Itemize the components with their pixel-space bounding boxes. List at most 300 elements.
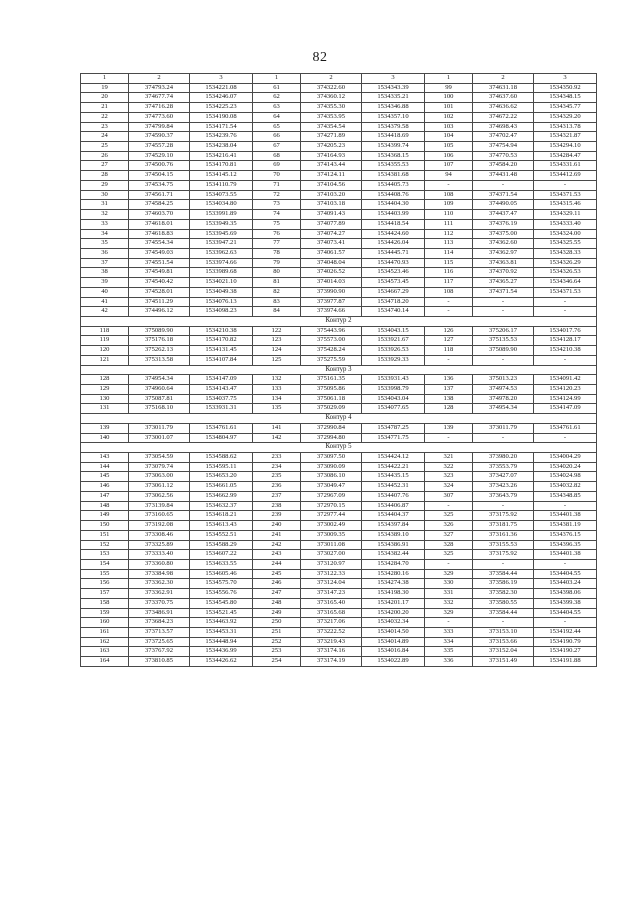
table-cell: 374534.75 [129, 180, 190, 190]
table-cell: 1534201.17 [362, 598, 425, 608]
table-cell: 374026.52 [301, 268, 362, 278]
table-cell: 373063.00 [129, 472, 190, 482]
table-cell: 374370.92 [473, 268, 534, 278]
table-cell: 373165.68 [301, 608, 362, 618]
table-cell: 246 [253, 579, 301, 589]
table-cell: 129 [81, 385, 129, 395]
table-cell: 1534190.27 [534, 647, 597, 657]
table-cell: 1534024.98 [534, 472, 597, 482]
table-cell: 374754.94 [473, 142, 534, 152]
table-cell: 1534368.15 [362, 151, 425, 161]
table-cell: 1534284.70 [362, 559, 425, 569]
table-row [81, 229, 597, 239]
table-row [81, 394, 597, 404]
header-cell: 2 [129, 74, 190, 84]
table-cell: 67 [253, 142, 301, 152]
table-cell: 1534328.33 [534, 248, 597, 258]
table-cell: 161 [81, 627, 129, 637]
table-cell: - [534, 501, 597, 511]
table-row [81, 190, 597, 200]
table-cell: 1534804.97 [190, 433, 253, 443]
table-cell: 111 [425, 219, 473, 229]
table-cell: 1534404.55 [534, 608, 597, 618]
table-cell: 110 [425, 210, 473, 220]
page-number: 82 [312, 50, 328, 65]
table-cell: 117 [425, 278, 473, 288]
table-cell: 1533931.43 [362, 375, 425, 385]
table-cell: 242 [253, 540, 301, 550]
table-cell: 62 [253, 93, 301, 103]
table-cell: 373584.44 [473, 569, 534, 579]
table-cell: 136 [425, 375, 473, 385]
table-row [81, 462, 597, 472]
table-cell: 1534032.82 [534, 482, 597, 492]
table-cell: 1534190.79 [534, 637, 597, 647]
table-cell: 1534110.79 [190, 180, 253, 190]
table-cell: 1534426.62 [190, 657, 253, 667]
table-cell: 374561.71 [129, 190, 190, 200]
section-row [81, 414, 597, 424]
table-cell: 1534329.11 [534, 210, 597, 220]
table-cell: 374375.00 [473, 229, 534, 239]
table-cell: 1534014.89 [362, 637, 425, 647]
table-cell: - [473, 297, 534, 307]
table-cell: 374271.89 [301, 132, 362, 142]
table-cell: 1534761.61 [534, 423, 597, 433]
table-cell: 373767.92 [129, 647, 190, 657]
table-row [81, 491, 597, 501]
table-cell: - [534, 180, 597, 190]
table-row [81, 278, 597, 288]
table-cell: 374618.83 [129, 229, 190, 239]
table-cell: 1534239.76 [190, 132, 253, 142]
table-cell: 38 [81, 268, 129, 278]
table-cell: 1534238.04 [190, 142, 253, 152]
table-cell: 375095.86 [301, 385, 362, 395]
table-cell: 375089.90 [129, 326, 190, 336]
header-cell: 3 [534, 74, 597, 84]
table-cell: 139 [425, 423, 473, 433]
table-cell: 140 [81, 433, 129, 443]
table-cell: 1534463.92 [190, 618, 253, 628]
table-cell: 375443.96 [301, 326, 362, 336]
table-cell: 373151.49 [473, 657, 534, 667]
table-cell: 249 [253, 608, 301, 618]
table-cell: 1534021.10 [190, 278, 253, 288]
table-cell: 1534216.41 [190, 151, 253, 161]
table-cell: - [534, 433, 597, 443]
table-cell: 373147.23 [301, 589, 362, 599]
table-cell: 234 [253, 462, 301, 472]
table-cell: 1534588.62 [190, 453, 253, 463]
table-row [81, 385, 597, 395]
table-cell: 77 [253, 239, 301, 249]
table-cell: 374104.56 [301, 180, 362, 190]
table-row [81, 627, 597, 637]
table-cell: 126 [425, 326, 473, 336]
table-cell: 42 [81, 307, 129, 317]
table-cell: - [425, 618, 473, 628]
table-cell: 375087.81 [129, 394, 190, 404]
table-cell: 374529.10 [129, 151, 190, 161]
table-cell: 373586.19 [473, 579, 534, 589]
table-cell: 1534124.99 [534, 394, 597, 404]
table-cell: 128 [425, 404, 473, 414]
table-cell: 307 [425, 491, 473, 501]
table-cell: 1534401.38 [534, 550, 597, 560]
table-cell: 1533962.63 [190, 248, 253, 258]
table-cell: 374362.97 [473, 248, 534, 258]
table-cell: 1534653.20 [190, 472, 253, 482]
table-cell: 330 [425, 579, 473, 589]
table-row [81, 375, 597, 385]
table-cell: 373810.85 [129, 657, 190, 667]
table-cell: 1534313.78 [534, 122, 597, 132]
table-cell: 145 [81, 472, 129, 482]
table-cell: 68 [253, 151, 301, 161]
table-cell: 373174.19 [301, 657, 362, 667]
table-cell: 373139.84 [129, 501, 190, 511]
table-cell: 1534034.80 [190, 200, 253, 210]
table-cell: 131 [81, 404, 129, 414]
table-cell: 108 [425, 190, 473, 200]
table-cell: - [425, 307, 473, 317]
table-row [81, 287, 597, 297]
table-row [81, 501, 597, 511]
table-cell: 1534294.10 [534, 142, 597, 152]
table-cell: 1534418.54 [362, 219, 425, 229]
table-cell: 37 [81, 258, 129, 268]
table-cell: 374677.74 [129, 93, 190, 103]
table-cell: 1534787.25 [362, 423, 425, 433]
table-row [81, 598, 597, 608]
table-cell: - [425, 355, 473, 365]
table-cell: 373097.50 [301, 453, 362, 463]
table-cell: 240 [253, 521, 301, 531]
table-cell: 328 [425, 540, 473, 550]
table-cell: 1534401.38 [534, 511, 597, 521]
table-row [81, 336, 597, 346]
table-cell: 374061.57 [301, 248, 362, 258]
table-cell: 374500.76 [129, 161, 190, 171]
table-cell: 374363.81 [473, 258, 534, 268]
table-cell: 373122.33 [301, 569, 362, 579]
table-cell: 1534382.44 [362, 550, 425, 560]
table-cell: 1534632.37 [190, 501, 253, 511]
table-cell: 128 [81, 375, 129, 385]
table-body [81, 74, 597, 667]
table-row [81, 637, 597, 647]
table-cell: 120 [81, 346, 129, 356]
table-cell: 1534607.22 [190, 550, 253, 560]
table-cell: - [473, 180, 534, 190]
table-cell: 373643.79 [473, 491, 534, 501]
table-cell: 236 [253, 482, 301, 492]
table-cell: 1534032.34 [362, 618, 425, 628]
table-cell: 331 [425, 589, 473, 599]
table-cell: 154 [81, 559, 129, 569]
table-cell: 373090.09 [301, 462, 362, 472]
table-row [81, 132, 597, 142]
table-cell: 374504.15 [129, 171, 190, 181]
table-cell: 1534386.91 [362, 540, 425, 550]
table-cell: 374014.03 [301, 278, 362, 288]
table-cell: - [473, 355, 534, 365]
table-cell: 373011.79 [473, 423, 534, 433]
table-cell: 99 [425, 83, 473, 93]
table-cell: 1534424.12 [362, 453, 425, 463]
table-cell: 233 [253, 453, 301, 463]
table-cell: 158 [81, 598, 129, 608]
table-cell: 323 [425, 472, 473, 482]
table-cell: 32 [81, 210, 129, 220]
table-cell: 1534049.38 [190, 287, 253, 297]
table-cell: 238 [253, 501, 301, 511]
table-cell: 1534355.53 [362, 161, 425, 171]
table-cell: 1534667.29 [362, 287, 425, 297]
table-cell: 1534376.15 [534, 530, 597, 540]
table-cell: 102 [425, 112, 473, 122]
table-cell: 1534575.70 [190, 579, 253, 589]
table-cell: 1534192.44 [534, 627, 597, 637]
table-cell: 1534406.87 [362, 501, 425, 511]
table-cell: 374322.60 [301, 83, 362, 93]
table-cell: 374557.28 [129, 142, 190, 152]
table-cell: 253 [253, 647, 301, 657]
table-cell: 1534405.73 [362, 180, 425, 190]
table-cell: 373713.57 [129, 627, 190, 637]
table-row [81, 355, 597, 365]
table-cell: 245 [253, 569, 301, 579]
table-cell: 73 [253, 200, 301, 210]
table-cell: 75 [253, 219, 301, 229]
table-cell: 374954.34 [473, 404, 534, 414]
table-cell: 373153.66 [473, 637, 534, 647]
table-cell: 103 [425, 122, 473, 132]
table-cell: 1534145.12 [190, 171, 253, 181]
table-cell: 139 [81, 423, 129, 433]
table-cell: 325 [425, 550, 473, 560]
table-cell: 374103.18 [301, 200, 362, 210]
table-cell: - [425, 297, 473, 307]
table-cell: 1534435.15 [362, 472, 425, 482]
table-cell: 374371.54 [473, 287, 534, 297]
table-cell: 375206.17 [473, 326, 534, 336]
table-cell: 373175.92 [473, 550, 534, 560]
table-row [81, 180, 597, 190]
table-cell: 69 [253, 161, 301, 171]
table-cell: 133 [253, 385, 301, 395]
table-cell: 373217.06 [301, 618, 362, 628]
table-cell: - [425, 559, 473, 569]
table-cell: 373974.66 [301, 307, 362, 317]
table-cell: 1534004.29 [534, 453, 597, 463]
section-title: Контур 4 [81, 414, 597, 424]
table-cell: 373001.07 [129, 433, 190, 443]
table-cell: 1534022.89 [362, 657, 425, 667]
table-cell: 1534037.75 [190, 394, 253, 404]
table-row [81, 579, 597, 589]
table-cell: 21 [81, 103, 129, 113]
table-cell: 1534143.47 [190, 385, 253, 395]
table-cell: 1534399.38 [534, 598, 597, 608]
table-cell: 1534348.15 [534, 93, 597, 103]
table-cell: 1534091.42 [534, 375, 597, 385]
table-cell: 373174.16 [301, 647, 362, 657]
table-cell: 1534740.14 [362, 307, 425, 317]
table-row [81, 404, 597, 414]
table-cell: 1534424.60 [362, 229, 425, 239]
table-cell: 162 [81, 637, 129, 647]
table-row [81, 83, 597, 93]
table-cell: 251 [253, 627, 301, 637]
table-cell: 374637.60 [473, 93, 534, 103]
table-cell: 335 [425, 647, 473, 657]
table-cell: 1534016.84 [362, 647, 425, 657]
table-cell: 151 [81, 530, 129, 540]
table-cell: 105 [425, 142, 473, 152]
table-cell: 108 [425, 287, 473, 297]
table-cell: 35 [81, 239, 129, 249]
table-cell: - [534, 297, 597, 307]
table-row [81, 210, 597, 220]
table-cell: 1534404.55 [534, 569, 597, 579]
table-cell: 134 [253, 394, 301, 404]
table-cell: 374124.11 [301, 171, 362, 181]
table-cell: 125 [253, 355, 301, 365]
table-cell: 374793.24 [129, 83, 190, 93]
table-cell: 1534588.29 [190, 540, 253, 550]
table-cell: 1534389.10 [362, 530, 425, 540]
table-cell: 1534350.92 [534, 83, 597, 93]
table-cell: 1534321.87 [534, 132, 597, 142]
header-cell: 2 [301, 74, 362, 84]
table-cell: 1534357.10 [362, 112, 425, 122]
table-cell: 78 [253, 248, 301, 258]
table-cell: 137 [425, 385, 473, 395]
table-cell: 36 [81, 248, 129, 258]
table-cell: 1534436.99 [190, 647, 253, 657]
table-row [81, 589, 597, 599]
table-cell: 373120.97 [301, 559, 362, 569]
table-cell: 375013.23 [473, 375, 534, 385]
table-cell: 19 [81, 83, 129, 93]
table-cell: 1534412.69 [534, 171, 597, 181]
table-cell: 373002.49 [301, 521, 362, 531]
table-cell: 1533947.21 [190, 239, 253, 249]
table-cell: 1534396.35 [534, 540, 597, 550]
table-cell: 34 [81, 229, 129, 239]
table-cell: 374073.41 [301, 239, 362, 249]
table-cell: 1534346.64 [534, 278, 597, 288]
table-cell: 1534404.30 [362, 200, 425, 210]
table-cell: 1534398.06 [534, 589, 597, 599]
table-cell: 374074.27 [301, 229, 362, 239]
table-cell: 118 [81, 326, 129, 336]
table-cell: 1534198.30 [362, 589, 425, 599]
table-cell: 1534147.09 [534, 404, 597, 414]
table-cell: 374954.34 [129, 375, 190, 385]
table-cell: 373980.20 [473, 453, 534, 463]
table-row [81, 472, 597, 482]
table-row [81, 423, 597, 433]
table-cell: 374496.12 [129, 307, 190, 317]
table-cell: 72 [253, 190, 301, 200]
table-cell: 373054.59 [129, 453, 190, 463]
table-cell: 374376.19 [473, 219, 534, 229]
table-cell: 373684.23 [129, 618, 190, 628]
table-cell: - [473, 618, 534, 628]
table-cell: 1534331.61 [534, 161, 597, 171]
section-row [81, 443, 597, 453]
table-cell: 373580.55 [473, 598, 534, 608]
table-cell: 163 [81, 647, 129, 657]
table-cell: 374205.23 [301, 142, 362, 152]
table-cell: 334 [425, 637, 473, 647]
table-cell: 118 [425, 346, 473, 356]
table-cell: 94 [425, 171, 473, 181]
table-cell: 374431.48 [473, 171, 534, 181]
table-row [81, 151, 597, 161]
table-cell: 1534618.21 [190, 511, 253, 521]
table-cell: 329 [425, 608, 473, 618]
table-cell: 325 [425, 511, 473, 521]
table-cell: 374698.43 [473, 122, 534, 132]
table-row [81, 142, 597, 152]
table-cell: 1534403.24 [534, 579, 597, 589]
table-cell: 1534221.08 [190, 83, 253, 93]
table-cell: 124 [253, 346, 301, 356]
table-cell: 372970.15 [301, 501, 362, 511]
table-cell: - [534, 559, 597, 569]
table-cell: 127 [425, 336, 473, 346]
table-cell: 373725.65 [129, 637, 190, 647]
table-cell: 1534274.38 [362, 579, 425, 589]
table-cell: 81 [253, 278, 301, 288]
table-cell: 373333.40 [129, 550, 190, 560]
table-cell: 374355.30 [301, 103, 362, 113]
table-cell: 374048.04 [301, 258, 362, 268]
table-cell: 130 [81, 394, 129, 404]
table-cell: 1534210.38 [190, 326, 253, 336]
table-cell: 375161.35 [301, 375, 362, 385]
table-cell: 1534348.85 [534, 491, 597, 501]
table-cell: 373977.87 [301, 297, 362, 307]
table-cell: 1534771.75 [362, 433, 425, 443]
table-cell: 113 [425, 239, 473, 249]
table-cell: 26 [81, 151, 129, 161]
table-row [81, 93, 597, 103]
table-cell: 241 [253, 530, 301, 540]
table-cell: 375168.10 [129, 404, 190, 414]
table-cell: 1534073.55 [190, 190, 253, 200]
table-cell: 373427.07 [473, 472, 534, 482]
table-cell: 374702.47 [473, 132, 534, 142]
table-cell: 332 [425, 598, 473, 608]
table-cell: 122 [253, 326, 301, 336]
table-cell: 66 [253, 132, 301, 142]
table-cell: 1533931.31 [190, 404, 253, 414]
table-cell: 1534381.68 [362, 171, 425, 181]
table-cell: 374636.62 [473, 103, 534, 113]
table-cell: 159 [81, 608, 129, 618]
table-cell: 1534552.51 [190, 530, 253, 540]
table-cell: 22 [81, 112, 129, 122]
table-cell: 374554.34 [129, 239, 190, 249]
table-cell: 138 [425, 394, 473, 404]
table-cell: 1534761.61 [190, 423, 253, 433]
table-cell: 324 [425, 482, 473, 492]
